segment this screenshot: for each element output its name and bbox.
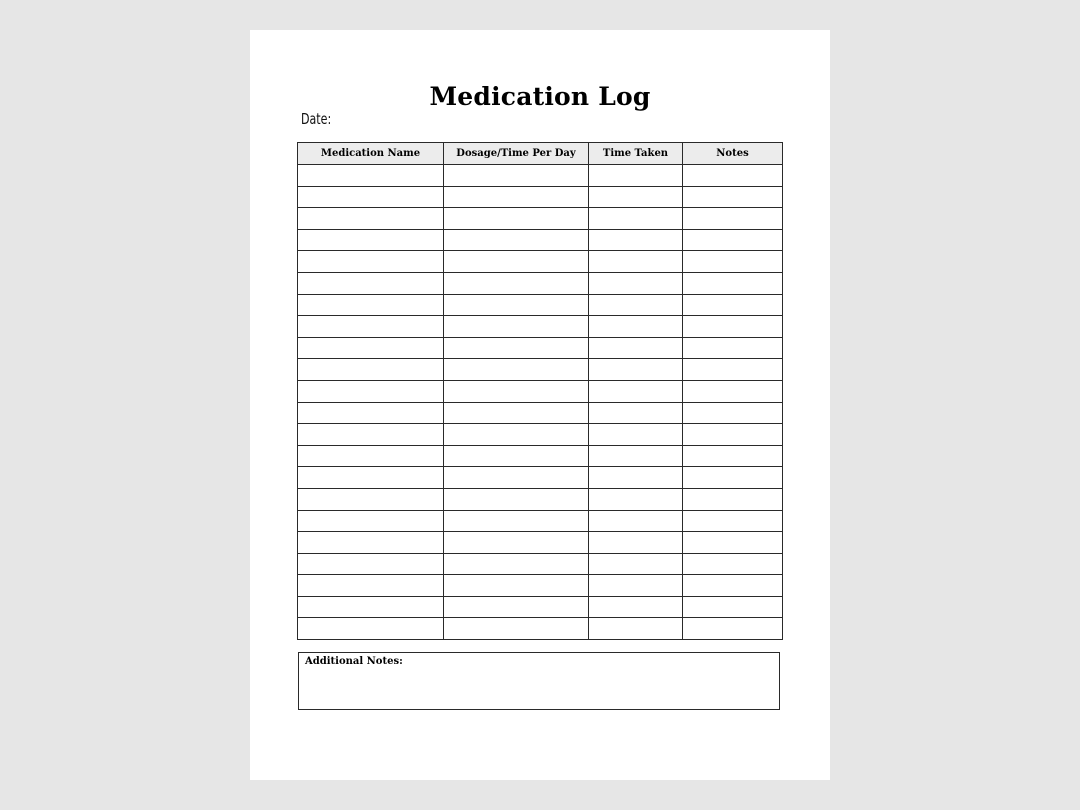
medication-name-cell — [298, 359, 444, 381]
dosage-time-cell — [444, 380, 589, 402]
medication-name-cell — [298, 316, 444, 338]
medication-name-cell — [298, 488, 444, 510]
dosage-time-cell — [444, 337, 589, 359]
medication-name-cell — [298, 402, 444, 424]
dosage-time-cell — [444, 618, 589, 640]
dosage-time-cell — [444, 294, 589, 316]
notes-cell — [683, 510, 783, 532]
dosage-time-cell — [444, 316, 589, 338]
header-notes: Notes — [683, 143, 783, 165]
table-row — [298, 467, 783, 489]
table-row — [298, 488, 783, 510]
document-page — [250, 30, 830, 780]
dosage-time-cell — [444, 510, 589, 532]
dosage-time-cell — [444, 165, 589, 187]
medication-name-cell — [298, 618, 444, 640]
dosage-time-cell — [444, 553, 589, 575]
time-taken-cell — [589, 618, 683, 640]
table-row — [298, 208, 783, 230]
table-row — [298, 316, 783, 338]
time-taken-cell — [589, 229, 683, 251]
notes-cell — [683, 488, 783, 510]
notes-cell — [683, 553, 783, 575]
table-row — [298, 165, 783, 187]
medication-name-cell — [298, 337, 444, 359]
notes-cell — [683, 208, 783, 230]
medication-name-cell — [298, 165, 444, 187]
time-taken-cell — [589, 467, 683, 489]
notes-cell — [683, 272, 783, 294]
time-taken-cell — [589, 532, 683, 554]
notes-cell — [683, 402, 783, 424]
notes-cell — [683, 445, 783, 467]
table-row — [298, 359, 783, 381]
medication-name-cell — [298, 424, 444, 446]
dosage-time-cell — [444, 596, 589, 618]
date-label: Date: — [301, 110, 332, 128]
dosage-time-cell — [444, 532, 589, 554]
medication-name-cell — [298, 553, 444, 575]
dosage-time-cell — [444, 445, 589, 467]
time-taken-cell — [589, 510, 683, 532]
time-taken-cell — [589, 575, 683, 597]
table-row — [298, 229, 783, 251]
dosage-time-cell — [444, 488, 589, 510]
dosage-time-cell — [444, 251, 589, 273]
table-row — [298, 575, 783, 597]
table-row — [298, 553, 783, 575]
page-title: Medication Log — [429, 82, 651, 111]
dosage-time-cell — [444, 272, 589, 294]
medication-name-cell — [298, 445, 444, 467]
table-header-row — [298, 143, 783, 165]
notes-cell — [683, 294, 783, 316]
header-medication-name: Medication Name — [298, 143, 444, 165]
table-row — [298, 618, 783, 640]
medication-table — [297, 142, 783, 640]
notes-cell — [683, 618, 783, 640]
notes-cell — [683, 251, 783, 273]
header-time-taken: Time Taken — [589, 143, 683, 165]
notes-cell — [683, 424, 783, 446]
medication-name-cell — [298, 532, 444, 554]
time-taken-cell — [589, 251, 683, 273]
medication-name-cell — [298, 510, 444, 532]
time-taken-cell — [589, 596, 683, 618]
table-row — [298, 424, 783, 446]
medication-name-cell — [298, 467, 444, 489]
additional-notes-box — [298, 652, 780, 710]
table-row — [298, 272, 783, 294]
dosage-time-cell — [444, 575, 589, 597]
header-dosage-time: Dosage/Time Per Day — [444, 143, 589, 165]
time-taken-cell — [589, 165, 683, 187]
time-taken-cell — [589, 316, 683, 338]
medication-name-cell — [298, 575, 444, 597]
dosage-time-cell — [444, 359, 589, 381]
medication-name-cell — [298, 294, 444, 316]
medication-name-cell — [298, 208, 444, 230]
time-taken-cell — [589, 208, 683, 230]
medication-name-cell — [298, 272, 444, 294]
time-taken-cell — [589, 337, 683, 359]
notes-cell — [683, 575, 783, 597]
dosage-time-cell — [444, 229, 589, 251]
dosage-time-cell — [444, 402, 589, 424]
time-taken-cell — [589, 272, 683, 294]
notes-cell — [683, 532, 783, 554]
medication-name-cell — [298, 251, 444, 273]
notes-cell — [683, 165, 783, 187]
medication-name-cell — [298, 380, 444, 402]
dosage-time-cell — [444, 424, 589, 446]
time-taken-cell — [589, 294, 683, 316]
dosage-time-cell — [444, 208, 589, 230]
notes-cell — [683, 186, 783, 208]
time-taken-cell — [589, 445, 683, 467]
table-row — [298, 510, 783, 532]
notes-cell — [683, 380, 783, 402]
table-row — [298, 337, 783, 359]
notes-cell — [683, 229, 783, 251]
time-taken-cell — [589, 553, 683, 575]
table-row — [298, 402, 783, 424]
table-row — [298, 445, 783, 467]
dosage-time-cell — [444, 467, 589, 489]
table-row — [298, 294, 783, 316]
time-taken-cell — [589, 424, 683, 446]
medication-name-cell — [298, 229, 444, 251]
time-taken-cell — [589, 402, 683, 424]
notes-cell — [683, 467, 783, 489]
notes-cell — [683, 359, 783, 381]
time-taken-cell — [589, 488, 683, 510]
table-row — [298, 251, 783, 273]
table-row — [298, 186, 783, 208]
table-row — [298, 380, 783, 402]
table-row — [298, 596, 783, 618]
medication-name-cell — [298, 186, 444, 208]
medication-name-cell — [298, 596, 444, 618]
notes-cell — [683, 316, 783, 338]
notes-cell — [683, 596, 783, 618]
additional-notes-label: Additional Notes: — [305, 656, 403, 667]
time-taken-cell — [589, 186, 683, 208]
time-taken-cell — [589, 359, 683, 381]
time-taken-cell — [589, 380, 683, 402]
notes-cell — [683, 337, 783, 359]
table-body — [298, 165, 783, 640]
table-row — [298, 532, 783, 554]
dosage-time-cell — [444, 186, 589, 208]
